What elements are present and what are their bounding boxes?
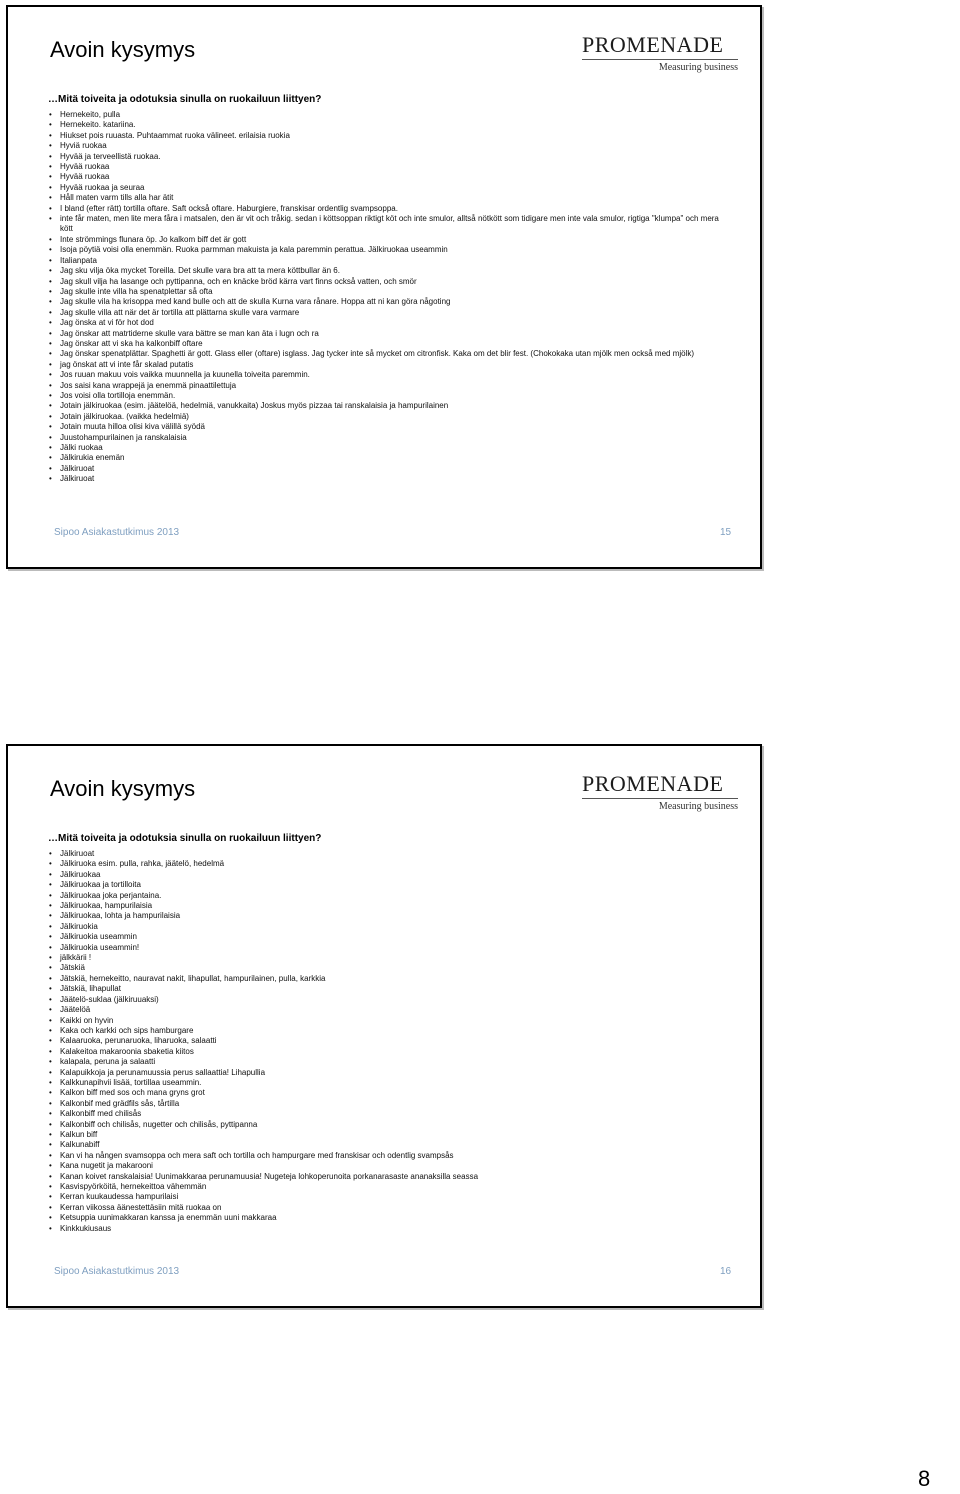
logo-rule xyxy=(582,798,738,799)
answer-item: • Jotain muuta hilloa olisi kiva välillä syödä xyxy=(48,422,728,432)
question-heading: …Mitä toiveita ja odotuksia sinulla on ruokailuun liittyen? xyxy=(48,94,322,105)
answer-item: • Kan vi ha nången svamsoppa och mera saft och tortilla och hampurgare med franskisar och odentlig svampsås xyxy=(48,1151,728,1161)
answer-item: • Jos saisi kana wrappejä ja enemmä pinaattilettuja xyxy=(48,381,728,391)
answer-item: • Kasvispyörköitä, hernekeittoa vähemmän xyxy=(48,1182,728,1192)
answer-item: • Kalkonbif med grädfils sås, tårtilla xyxy=(48,1099,728,1109)
answer-item: • Jag sku vilja öka mycket Toreilla. Det skulle vara bra att ta mera köttbullar än 6. xyxy=(48,266,728,276)
promenade-logo xyxy=(582,772,740,812)
answer-list xyxy=(48,110,728,485)
logo-rule xyxy=(582,59,738,60)
answer-item: • inte får maten, men lite mera fåra i matsalen, den är vit och tråkig. sedan i köttsoppan riktigt köt och inte smulor, alltså nötkött som tidigare men inte vala smulor, rigtiga "klumpa" och mera kött xyxy=(48,214,728,235)
answer-item: • Kalkon biff med sos och mana gryns grot xyxy=(48,1088,728,1098)
answer-item: • Kalakeitoa makaroonia sbaketia kiitos xyxy=(48,1047,728,1057)
logo-tagline: Measuring business xyxy=(658,62,738,73)
answer-item: • Ketsuppia uunimakkaran kanssa ja enemmän uuni makkaraa xyxy=(48,1213,728,1223)
answer-item: • Jag önskar spenatplättar. Spaghetti är gott. Glass eller (oftare) isglass. Jag tycker inte så mycket om citronfisk. Kaka om det blir fest. (Chokokaka utan mjölk men också med mjölk) xyxy=(48,349,728,359)
slide-title: Avoin kysymys xyxy=(50,776,196,801)
answer-item: • Hyviä ruokaa xyxy=(48,141,728,151)
slide-16 xyxy=(6,744,762,1308)
answer-item: • Jälkiruokia useammin! xyxy=(48,943,728,953)
answer-item: • Jäätelöä xyxy=(48,1005,728,1015)
answer-item: • Jätskiä, lihapullat xyxy=(48,984,728,994)
answer-item: • Isoja pöytiä voisi olla enemmän. Ruoka parmman makuista ja kala paremmin perattua. Jälkiruokaa useammin xyxy=(48,245,728,255)
answer-item: • Jälkiruokia xyxy=(48,922,728,932)
answer-item: • Hernekeito. katariina. xyxy=(48,120,728,130)
answer-item: • Kerran kuukaudessa hampurilaisi xyxy=(48,1192,728,1202)
answer-item: • Håll maten varm tills alla har ätit xyxy=(48,193,728,203)
slide-number: 15 xyxy=(720,527,732,538)
logo-name: PROMENADE xyxy=(582,771,724,796)
answer-item: • Jälkiruokaa xyxy=(48,870,728,880)
answer-item: • Jätskiä, hernekeitto, nauravat nakit, lihapullat, hampurilainen, pulla, karkkia xyxy=(48,974,728,984)
answer-item: • Jotain jälkiruokaa. (vaikka hedelmiä) xyxy=(48,412,728,422)
answer-item: • kalapala, peruna ja salaatti xyxy=(48,1057,728,1067)
answer-item: • Jälkiruokia useammin xyxy=(48,932,728,942)
question-heading: …Mitä toiveita ja odotuksia sinulla on ruokailuun liittyen? xyxy=(48,833,322,844)
answer-item: • Jotain jälkiruokaa (esim. jäätelöä, hedelmiä, vanukkaita) Joskus myös pizzaa tai ranskalaisia ja hampurilainen xyxy=(48,401,728,411)
logo-tagline: Measuring business xyxy=(658,801,738,812)
answer-item: • Jag skulle vila ha krisoppa med kand bulle och att de skulla Kurna vara rånare. Hoppa att ni kan göra någoting xyxy=(48,297,728,307)
answer-item: • Jälkiruoat xyxy=(48,474,728,484)
answer-list xyxy=(48,849,728,1234)
answer-item: • Kalkonbiff med chilisås xyxy=(48,1109,728,1119)
answer-item: • Inte strömmings flunara öp. Jo kalkom biff det är gott xyxy=(48,235,728,245)
answer-item: • Jälkiruokaa joka perjantaina. xyxy=(48,891,728,901)
answer-item: • Kaikki on hyvin xyxy=(48,1016,728,1026)
answer-item: • Jag önska at vi för hot dod xyxy=(48,318,728,328)
answer-item: • Jag skull vilja ha lasange och pyttipanna, och en knäcke bröd kärra vart finns också vatten, och smör xyxy=(48,277,728,287)
page-number: 8 xyxy=(918,1466,931,1491)
answer-item: • I bland (efter rätt) tortilla oftare. Saft också oftare. Haburgiere, franskisar ordentlig svampsoppa. xyxy=(48,204,728,214)
answer-item: • Jälki ruokaa xyxy=(48,443,728,453)
answer-item: • Kerran viikossa äänestettäsiin mitä ruokaa on xyxy=(48,1203,728,1213)
promenade-logo xyxy=(582,33,740,73)
slide-15 xyxy=(6,5,762,569)
answer-item: • Kanan koivet ranskalaisia! Uunimakkaraa perunamuusia! Nugeteja lohkoperunoita porkanarasaste ananaksilla seassa xyxy=(48,1172,728,1182)
answer-item: • Hyvää ruokaa ja seuraa xyxy=(48,183,728,193)
answer-item: • jälkkärii ! xyxy=(48,953,728,963)
answer-item: • Kalkonbiff och chilisås, nugetter och chilisås, pyttipanna xyxy=(48,1120,728,1130)
slide-title: Avoin kysymys xyxy=(50,37,196,62)
answer-item: • Jälkiruokaa, hampurilaisia xyxy=(48,901,728,911)
answer-item: • Kinkkukiusaus xyxy=(48,1224,728,1234)
answer-item: • Jätskiä xyxy=(48,963,728,973)
answer-item: • Hyvää ruokaa xyxy=(48,172,728,182)
answer-item: • Hernekeito, pulla xyxy=(48,110,728,120)
answer-item: • Jälkirukia enemän xyxy=(48,453,728,463)
answer-item: • Juustohampurilainen ja ranskalaisia xyxy=(48,433,728,443)
answer-item: • Jag önskar att matrtiderne skulle vara bättre se man kan äta i lugn och ra xyxy=(48,329,728,339)
answer-item: • Jag önskar att vi ska ha kalkonbiff oftare xyxy=(48,339,728,349)
answer-item: • Kalkun biff xyxy=(48,1130,728,1140)
answer-item: • Hyvää ja terveellistä ruokaa. xyxy=(48,152,728,162)
answer-item: • Jos voisi olla tortilloja enemmän. xyxy=(48,391,728,401)
answer-item: • Kalaaruoka, perunaruoka, liharuoka, salaatti xyxy=(48,1036,728,1046)
answer-item: • Jälkiruoat xyxy=(48,464,728,474)
answer-item: • Kalkkunapihvii lisää, tortillaa useammin. xyxy=(48,1078,728,1088)
answer-item: • Jälkiruoka esim. pulla, rahka, jäätelö, hedelmä xyxy=(48,859,728,869)
footer-survey-name: Sipoo Asiakastutkimus 2013 xyxy=(54,527,180,538)
answer-item: • Jälkiruokaa ja tortilloita xyxy=(48,880,728,890)
answer-item: • Kalkunabiff xyxy=(48,1140,728,1150)
answer-item: • Jos ruuan makuu vois vaikka muunnella ja kuunella toiveita paremmin. xyxy=(48,370,728,380)
answer-item: • Italianpata xyxy=(48,256,728,266)
answer-item: • Jag skulle villa att när det är tortilla att plättarna skulle vara varmare xyxy=(48,308,728,318)
answer-item: • Jäätelö-suklaa (jälkiruuaksi) xyxy=(48,995,728,1005)
footer-survey-name: Sipoo Asiakastutkimus 2013 xyxy=(54,1266,180,1277)
slide-number: 16 xyxy=(720,1266,732,1277)
answer-item: • Jälkiruoat xyxy=(48,849,728,859)
answer-item: • jag önskat att vi inte får skalad putatis xyxy=(48,360,728,370)
answer-item: • Kaka och karkki och sips hamburgare xyxy=(48,1026,728,1036)
answer-item: • Hiukset pois ruuasta. Puhtaammat ruoka välineet. erilaisia ruokia xyxy=(48,131,728,141)
answer-item: • Hyvää ruokaa xyxy=(48,162,728,172)
answer-item: • Jälkiruokaa, lohta ja hampurilaisia xyxy=(48,911,728,921)
answer-item: • Kalapuikkoja ja perunamuussia perus sallaattia! Lihapullia xyxy=(48,1068,728,1078)
logo-name: PROMENADE xyxy=(582,32,724,57)
answer-item: • Kana nugetit ja makarooni xyxy=(48,1161,728,1171)
answer-item: • Jag skulle inte villa ha spenatplettar så ofta xyxy=(48,287,728,297)
